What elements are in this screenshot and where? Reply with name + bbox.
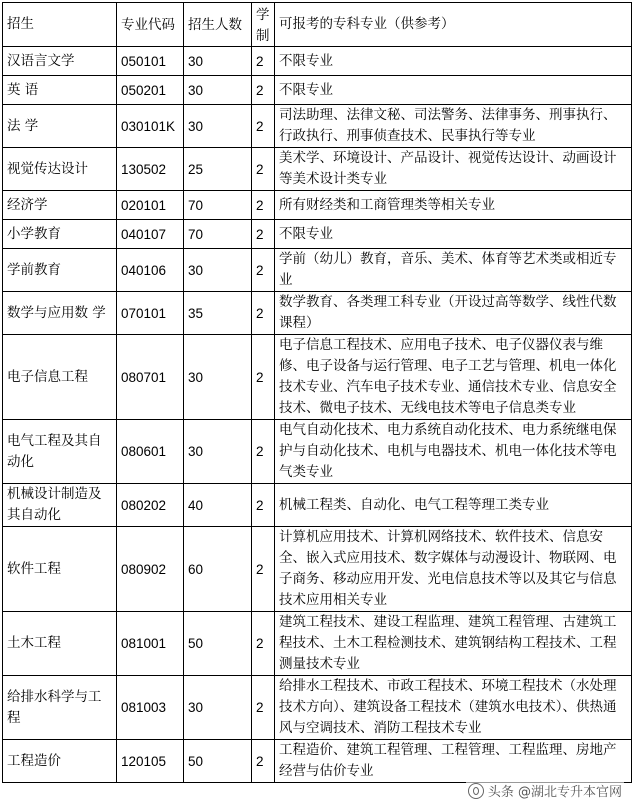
cell-years: 2 — [252, 191, 275, 220]
cell-count: 30 — [184, 420, 252, 484]
header-code: 专业代码 — [117, 3, 184, 47]
cell-years: 2 — [252, 220, 275, 249]
cell-code: 050201 — [117, 76, 184, 105]
cell-years: 2 — [252, 612, 275, 676]
cell-eligible: 计算机应用技术、计算机网络技术、软件技术、信息安全、嵌入式应用技术、数字媒体与动漫设计、物联网、电子商务、移动应用开发、光电信息技术等以及其它与信息技术应用相关专业 — [275, 527, 632, 612]
cell-years: 2 — [252, 76, 275, 105]
table-row — [3, 527, 632, 612]
table-row — [3, 740, 632, 783]
cell-count: 60 — [184, 527, 252, 612]
table-row — [3, 47, 632, 76]
header-count: 招生人数 — [184, 3, 252, 47]
cell-years: 2 — [252, 420, 275, 484]
cell-years: 2 — [252, 676, 275, 740]
cell-code: 080701 — [117, 335, 184, 420]
cell-major: 英 语 — [3, 76, 117, 105]
cell-years: 2 — [252, 335, 275, 420]
cell-major: 电气工程及其自动化 — [3, 420, 117, 484]
cell-eligible: 不限专业 — [275, 220, 632, 249]
cell-years: 2 — [252, 292, 275, 335]
table-row — [3, 292, 632, 335]
cell-code: 081001 — [117, 612, 184, 676]
cell-years: 2 — [252, 527, 275, 612]
cell-code: 040106 — [117, 249, 184, 292]
header-major: 招生 — [3, 3, 117, 47]
admission-table — [2, 2, 632, 783]
cell-eligible: 电气自动化技术、电力系统自动化技术、电力系统继电保护与自动化技术、电机与电器技术、机电一体化技术等电气类专业 — [275, 420, 632, 484]
cell-code: 120105 — [117, 740, 184, 783]
cell-code: 030101K — [117, 105, 184, 148]
cell-code: 080601 — [117, 420, 184, 484]
camera-icon — [468, 783, 484, 799]
cell-code: 081003 — [117, 676, 184, 740]
cell-eligible: 所有财经类和工商管理类等相关专业 — [275, 191, 632, 220]
cell-code: 020101 — [117, 191, 184, 220]
table-row — [3, 191, 632, 220]
cell-count: 30 — [184, 76, 252, 105]
cell-code: 050101 — [117, 47, 184, 76]
cell-major: 给排水科学与工程 — [3, 676, 117, 740]
cell-eligible: 电子信息工程技术、应用电子技术、电子仪器仪表与维修、电子设备与运行管理、电子工艺与管理、机电一体化技术专业、汽车电子技术专业、通信技术专业、信息安全技术、微电子技术、无线电技术等电子信息类专业 — [275, 335, 632, 420]
cell-major: 工程造价 — [3, 740, 117, 783]
cell-eligible: 机械工程类、自动化、电气工程等理工类专业 — [275, 484, 632, 527]
cell-years: 2 — [252, 47, 275, 76]
cell-major: 经济学 — [3, 191, 117, 220]
cell-major: 学前教育 — [3, 249, 117, 292]
cell-years: 2 — [252, 484, 275, 527]
cell-code: 080202 — [117, 484, 184, 527]
cell-eligible: 给排水工程技术、市政工程技术、环境工程技术（水处理技术方向）、建筑设备工程技术（建筑水电技术）、供热通风与空调技术、消防工程技术专业 — [275, 676, 632, 740]
cell-major: 机械设计制造及其自动化 — [3, 484, 117, 527]
header-years: 学制 — [252, 3, 275, 47]
cell-major: 电子信息工程 — [3, 335, 117, 420]
cell-major: 视觉传达设计 — [3, 148, 117, 191]
cell-eligible: 建筑工程技术、建设工程监理、建筑工程管理、古建筑工程技术、土木工程检测技术、建筑钢结构工程技术、工程测量技术专业 — [275, 612, 632, 676]
table-row — [3, 484, 632, 527]
cell-count: 70 — [184, 191, 252, 220]
cell-count: 50 — [184, 740, 252, 783]
cell-count: 30 — [184, 105, 252, 148]
cell-eligible: 工程造价、建筑工程管理、工程管理、工程监理、房地产经营与估价专业 — [275, 740, 632, 783]
cell-years: 2 — [252, 249, 275, 292]
cell-major: 土木工程 — [3, 612, 117, 676]
watermark — [466, 781, 624, 800]
cell-count: 30 — [184, 249, 252, 292]
cell-code: 070101 — [117, 292, 184, 335]
cell-major: 小学教育 — [3, 220, 117, 249]
cell-major: 汉语言文学 — [3, 47, 117, 76]
cell-years: 2 — [252, 105, 275, 148]
cell-count: 40 — [184, 484, 252, 527]
cell-count: 30 — [184, 47, 252, 76]
cell-code: 080902 — [117, 527, 184, 612]
cell-eligible: 不限专业 — [275, 47, 632, 76]
cell-count: 30 — [184, 676, 252, 740]
cell-major: 数学与应用数 学 — [3, 292, 117, 335]
cell-eligible: 数学教育、各类理工科专业（开设过高等数学、线性代数课程） — [275, 292, 632, 335]
watermark-text: 头条 @湖北专升本官网 — [487, 785, 622, 800]
cell-eligible: 不限专业 — [275, 76, 632, 105]
table-row — [3, 148, 632, 191]
cell-eligible: 美术学、环境设计、产品设计、视觉传达设计、动画设计等美术设计类专业 — [275, 148, 632, 191]
cell-code: 040107 — [117, 220, 184, 249]
cell-count: 25 — [184, 148, 252, 191]
table-row — [3, 249, 632, 292]
table-row — [3, 76, 632, 105]
cell-eligible: 司法助理、法律文秘、司法警务、法律事务、刑事执行、行政执行、刑事侦查技术、民事执行等专业 — [275, 105, 632, 148]
table-row — [3, 220, 632, 249]
cell-major: 法 学 — [3, 105, 117, 148]
cell-eligible: 学前（幼儿）教育，音乐、美术、体育等艺术类或相近专业 — [275, 249, 632, 292]
table-row — [3, 676, 632, 740]
cell-count: 35 — [184, 292, 252, 335]
table-header-row — [3, 3, 632, 47]
cell-years: 2 — [252, 148, 275, 191]
cell-major: 软件工程 — [3, 527, 117, 612]
cell-code: 130502 — [117, 148, 184, 191]
cell-count: 50 — [184, 612, 252, 676]
table-row — [3, 105, 632, 148]
cell-count: 30 — [184, 335, 252, 420]
table-row — [3, 420, 632, 484]
header-eligible: 可报考的专科专业（供参考） — [275, 3, 632, 47]
cell-years: 2 — [252, 740, 275, 783]
table-row — [3, 335, 632, 420]
cell-count: 70 — [184, 220, 252, 249]
table-row — [3, 612, 632, 676]
